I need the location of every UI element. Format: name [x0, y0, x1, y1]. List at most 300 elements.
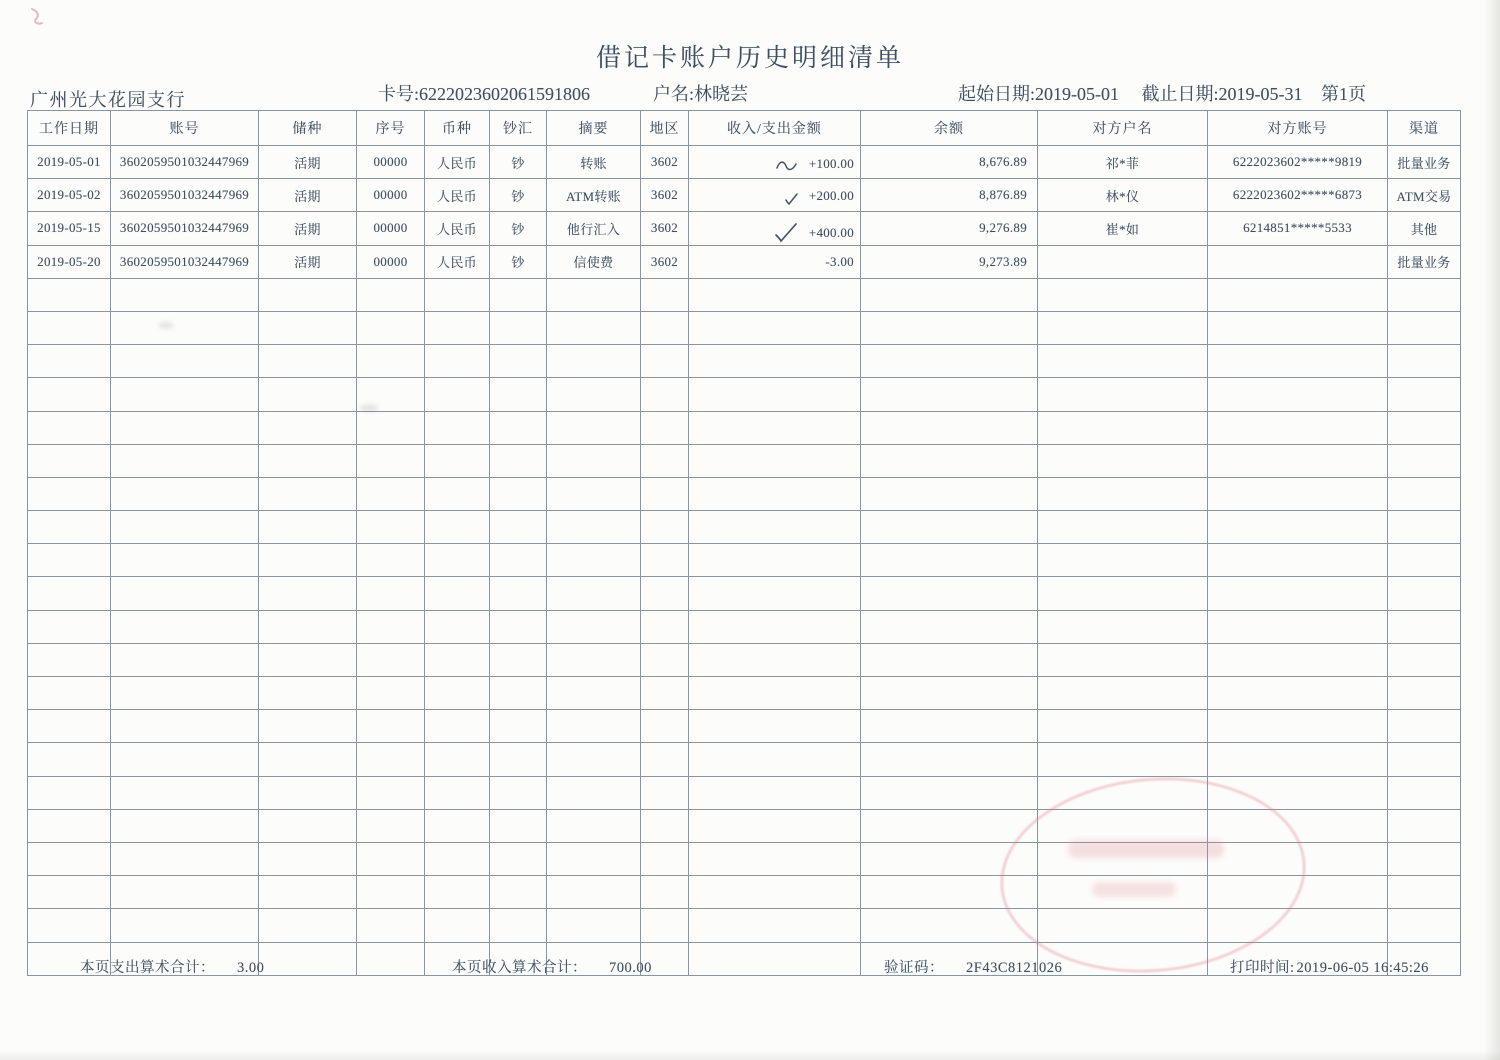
- table-cell: [1208, 444, 1388, 477]
- cell-text: 00000: [373, 154, 408, 170]
- cell-text: 活期: [294, 155, 321, 171]
- empty-table-row: [28, 577, 1461, 610]
- card-number-value: 6222023602061591806: [419, 84, 591, 104]
- cell-text: 00000: [373, 187, 408, 203]
- column-header-balance: 余额: [861, 111, 1038, 146]
- cell-text: 3602: [650, 220, 679, 236]
- table-cell: [28, 544, 111, 577]
- verification-code-value: 2F43C8121026: [966, 960, 1063, 976]
- date-range-line: [958, 80, 1366, 106]
- cell-text: 批量业务: [1397, 255, 1451, 271]
- table-cell: [547, 146, 641, 179]
- column-header-deposit-type: 储种: [259, 111, 357, 146]
- cell-text: 人民币: [437, 155, 477, 171]
- scan-smudge: [158, 322, 174, 329]
- table-cell: [641, 345, 689, 378]
- table-cell: [28, 179, 111, 212]
- table-cell: [490, 511, 547, 544]
- table-cell: [490, 677, 547, 710]
- table-cell: [490, 179, 547, 212]
- cell-text: 钞: [511, 188, 525, 204]
- table-cell: [111, 245, 259, 278]
- table-cell: [689, 710, 861, 743]
- table-cell: [1208, 212, 1388, 245]
- table-cell: [861, 710, 1038, 743]
- table-cell: [1388, 842, 1461, 875]
- print-time-label: 打印时间:: [1230, 960, 1295, 976]
- cell-text: 活期: [294, 188, 321, 204]
- table-cell: [259, 245, 357, 278]
- table-cell: [547, 842, 641, 875]
- table-cell: [357, 245, 425, 278]
- table-cell: [1388, 311, 1461, 344]
- income-total-line: [452, 956, 652, 977]
- column-header-counterparty-name: 对方户名: [1038, 111, 1208, 146]
- cell-text: 8,676.89: [979, 154, 1027, 170]
- table-cell: [1038, 345, 1208, 378]
- table-cell: [28, 809, 111, 842]
- table-cell: [861, 444, 1038, 477]
- table-cell: [861, 477, 1038, 510]
- empty-table-row: [28, 311, 1461, 344]
- table-cell: [689, 278, 861, 311]
- table-cell: [28, 212, 111, 245]
- table-cell: [1388, 411, 1461, 444]
- table-cell: [641, 677, 689, 710]
- table-cell: [28, 477, 111, 510]
- table-cell: [641, 743, 689, 776]
- table-cell: [357, 610, 425, 643]
- table-cell: [1038, 511, 1208, 544]
- table-cell: [1208, 146, 1388, 179]
- table-cell: [547, 444, 641, 477]
- table-cell: [689, 444, 861, 477]
- empty-table-row: [28, 278, 1461, 311]
- table-cell: [1388, 710, 1461, 743]
- table-cell: [1038, 643, 1208, 676]
- table-cell: [111, 577, 259, 610]
- table-cell: [490, 544, 547, 577]
- table-cell: [689, 179, 861, 212]
- table-cell: [1388, 212, 1461, 245]
- verification-code-label: 验证码：: [884, 960, 944, 976]
- table-cell: [425, 146, 490, 179]
- table-cell: [259, 677, 357, 710]
- table-cell: [490, 909, 547, 942]
- document-title: 借记卡账户历史明细清单: [595, 45, 904, 72]
- page-number: 第1页: [1321, 84, 1367, 104]
- table-cell: [425, 876, 490, 909]
- table-cell: [111, 345, 259, 378]
- table-cell: [547, 743, 641, 776]
- account-name-value: 林晓芸: [694, 84, 749, 104]
- table-cell: [259, 511, 357, 544]
- table-cell: [111, 212, 259, 245]
- table-cell: [259, 643, 357, 676]
- table-cell: [1038, 444, 1208, 477]
- table-cell: [641, 411, 689, 444]
- table-cell: [861, 411, 1038, 444]
- income-total-value: 700.00: [609, 960, 652, 976]
- table-cell: [1208, 311, 1388, 344]
- table-cell: [641, 809, 689, 842]
- empty-table-row: [28, 643, 1461, 676]
- table-cell: [259, 743, 357, 776]
- table-cell: [1388, 809, 1461, 842]
- table-cell: [547, 809, 641, 842]
- table-cell: [425, 411, 490, 444]
- table-cell: [111, 477, 259, 510]
- pen-mark-squiggle: [775, 158, 799, 178]
- table-cell: [1038, 212, 1208, 245]
- table-cell: [425, 577, 490, 610]
- cell-text: +100.00: [808, 156, 854, 172]
- table-header-row: [28, 111, 1461, 146]
- table-cell: [425, 610, 490, 643]
- empty-table-row: [28, 610, 1461, 643]
- table-cell: [425, 677, 490, 710]
- table-cell: [689, 477, 861, 510]
- table-cell: [861, 743, 1038, 776]
- table-cell: [689, 677, 861, 710]
- table-cell: [259, 544, 357, 577]
- cell-text: 批量业务: [1397, 155, 1451, 171]
- table-cell: [259, 842, 357, 875]
- table-cell: [1038, 378, 1208, 411]
- table-cell: [111, 179, 259, 212]
- table-cell: [28, 677, 111, 710]
- table-cell: [641, 842, 689, 875]
- table-cell: [1208, 710, 1388, 743]
- table-cell: [1038, 577, 1208, 610]
- table-cell: [357, 278, 425, 311]
- cell-text: 2019-05-20: [37, 253, 101, 269]
- table-cell: [861, 345, 1038, 378]
- table-cell: [1208, 278, 1388, 311]
- table-cell: [547, 876, 641, 909]
- table-cell: [1388, 511, 1461, 544]
- table-cell: [861, 776, 1038, 809]
- table-cell: [861, 511, 1038, 544]
- cell-text: 活期: [294, 221, 321, 237]
- table-cell: [259, 146, 357, 179]
- table-cell: [1208, 544, 1388, 577]
- table-cell: [1388, 278, 1461, 311]
- table-cell: [259, 610, 357, 643]
- table-cell: [547, 544, 641, 577]
- table-cell: [425, 378, 490, 411]
- table-cell: [490, 311, 547, 344]
- table-cell: [641, 477, 689, 510]
- table-cell: [111, 909, 259, 942]
- table-cell: [547, 909, 641, 942]
- column-header-account-no: 账号: [111, 111, 259, 146]
- table-cell: [641, 278, 689, 311]
- table-cell: [111, 842, 259, 875]
- table-cell: [1388, 577, 1461, 610]
- table-cell: [547, 477, 641, 510]
- table-cell: [547, 677, 641, 710]
- account-name-label: 户名:: [653, 84, 695, 104]
- table-cell: [1388, 876, 1461, 909]
- red-stamp-text-smudge: [1068, 840, 1224, 858]
- table-cell: [689, 776, 861, 809]
- end-date-label: 截止日期:: [1141, 84, 1219, 104]
- table-cell: [861, 378, 1038, 411]
- table-cell: [861, 146, 1038, 179]
- table-cell: [357, 677, 425, 710]
- table-cell: [689, 643, 861, 676]
- table-cell: [490, 577, 547, 610]
- table-cell: [425, 212, 490, 245]
- table-cell: [1038, 710, 1208, 743]
- table-cell: [689, 842, 861, 875]
- table-cell: [28, 511, 111, 544]
- table-cell: [689, 544, 861, 577]
- table-cell: [1208, 577, 1388, 610]
- table-cell: [259, 776, 357, 809]
- table-cell: [111, 876, 259, 909]
- table-cell: [111, 544, 259, 577]
- pen-mark-check: [784, 192, 799, 210]
- table-cell: [861, 278, 1038, 311]
- table-cell: [425, 278, 490, 311]
- column-header-channel: 渠道: [1388, 111, 1461, 146]
- table-cell: [689, 245, 861, 278]
- table-cell: [111, 743, 259, 776]
- table-cell: [1038, 278, 1208, 311]
- table-cell: [1208, 610, 1388, 643]
- table-cell: [641, 876, 689, 909]
- table-cell: [357, 544, 425, 577]
- table-cell: [259, 212, 357, 245]
- table-cell: [259, 278, 357, 311]
- cell-text: 信使费: [573, 255, 614, 271]
- table-cell: [425, 511, 490, 544]
- table-cell: [259, 311, 357, 344]
- table-cell: [259, 809, 357, 842]
- table-cell: [1388, 378, 1461, 411]
- table-cell: [425, 710, 490, 743]
- cell-text: 3602: [650, 154, 679, 170]
- table-cell: [357, 842, 425, 875]
- table-cell: [357, 776, 425, 809]
- table-cell: [259, 710, 357, 743]
- scan-smudge: [360, 404, 378, 412]
- cell-text: 00000: [373, 220, 408, 236]
- table-cell: [425, 311, 490, 344]
- table-cell: [111, 511, 259, 544]
- table-cell: [861, 245, 1038, 278]
- table-cell: [425, 743, 490, 776]
- table-cell: [357, 444, 425, 477]
- table-cell: [357, 643, 425, 676]
- table-cell: [861, 212, 1038, 245]
- table-cell: [1038, 544, 1208, 577]
- table-cell: [547, 610, 641, 643]
- table-cell: [28, 311, 111, 344]
- table-cell: [689, 411, 861, 444]
- table-cell: [1388, 610, 1461, 643]
- table-cell: [641, 146, 689, 179]
- table-cell: [111, 444, 259, 477]
- table-cell: [357, 710, 425, 743]
- table-cell: [547, 278, 641, 311]
- table-cell: [259, 378, 357, 411]
- table-cell: [357, 909, 425, 942]
- table-cell: [689, 378, 861, 411]
- table-cell: [641, 544, 689, 577]
- cell-text: 6222023602*****6873: [1232, 187, 1363, 203]
- table-cell: [1208, 411, 1388, 444]
- table-cell: [1388, 677, 1461, 710]
- table-cell: [111, 677, 259, 710]
- table-cell: [259, 444, 357, 477]
- table-cell: [689, 212, 861, 245]
- cell-text: 崔*如: [1105, 221, 1140, 237]
- table-cell: [1038, 245, 1208, 278]
- table-cell: [490, 809, 547, 842]
- table-cell: [861, 577, 1038, 610]
- table-cell: [425, 842, 490, 875]
- print-time-value: 2019-06-05 16:45:26: [1296, 960, 1429, 976]
- cell-text: 人民币: [437, 221, 477, 237]
- verification-code-line: [884, 956, 1062, 977]
- table-cell: [111, 710, 259, 743]
- table-cell: [1038, 743, 1208, 776]
- table-cell: [1388, 909, 1461, 942]
- column-header-work-date: 工作日期: [28, 111, 111, 146]
- table-cell: [425, 444, 490, 477]
- table-cell: [689, 909, 861, 942]
- table-cell: [111, 146, 259, 179]
- cell-text: 钞: [511, 221, 525, 237]
- print-time-line: [1230, 956, 1429, 977]
- table-cell: [111, 610, 259, 643]
- cell-text: 2019-05-01: [37, 154, 101, 170]
- cell-text: 活期: [294, 255, 321, 271]
- column-header-region: 地区: [641, 111, 689, 146]
- table-cell: [425, 345, 490, 378]
- table-cell: [1388, 743, 1461, 776]
- table-cell: [490, 776, 547, 809]
- column-header-currency: 币种: [425, 111, 490, 146]
- table-cell: [490, 477, 547, 510]
- table-cell: [490, 643, 547, 676]
- cell-text: 3602: [650, 187, 679, 203]
- table-cell: [641, 378, 689, 411]
- table-cell: [490, 245, 547, 278]
- start-date-label: 起始日期:: [958, 84, 1036, 104]
- cell-text: ATM转账: [566, 188, 621, 204]
- card-number-line: [378, 80, 590, 106]
- table-cell: [357, 511, 425, 544]
- table-cell: [861, 179, 1038, 212]
- table-cell: [1208, 477, 1388, 510]
- table-cell: [28, 577, 111, 610]
- table-cell: [689, 942, 861, 975]
- table-cell: [641, 245, 689, 278]
- column-header-summary: 摘要: [547, 111, 641, 146]
- table-cell: [259, 411, 357, 444]
- table-cell: [547, 245, 641, 278]
- table-cell: [425, 245, 490, 278]
- cell-text: 人民币: [437, 255, 477, 271]
- table-cell: [111, 311, 259, 344]
- table-cell: [641, 444, 689, 477]
- table-cell: [1208, 677, 1388, 710]
- empty-table-row: [28, 444, 1461, 477]
- table-cell: [357, 942, 425, 975]
- table-cell: [490, 411, 547, 444]
- red-corner-mark: [28, 6, 46, 28]
- table-cell: [490, 444, 547, 477]
- table-cell: [259, 577, 357, 610]
- table-cell: [357, 809, 425, 842]
- table-cell: [1208, 643, 1388, 676]
- table-cell: [641, 776, 689, 809]
- table-cell: [357, 212, 425, 245]
- table-cell: [547, 311, 641, 344]
- table-cell: [28, 444, 111, 477]
- empty-table-row: [28, 345, 1461, 378]
- table-cell: [861, 544, 1038, 577]
- table-cell: [357, 179, 425, 212]
- table-cell: [425, 809, 490, 842]
- table-cell: [28, 743, 111, 776]
- table-cell: [425, 544, 490, 577]
- table-cell: [641, 179, 689, 212]
- cell-text: 他行汇入: [566, 221, 621, 237]
- table-cell: [28, 909, 111, 942]
- card-number-label: 卡号:: [378, 84, 420, 104]
- table-cell: [28, 643, 111, 676]
- cell-text: 2019-05-15: [37, 220, 101, 236]
- cell-text: +200.00: [808, 188, 854, 204]
- table-cell: [547, 378, 641, 411]
- empty-table-row: [28, 511, 1461, 544]
- table-cell: [641, 643, 689, 676]
- column-header-counterparty-account: 对方账号: [1208, 111, 1388, 146]
- table-cell: [111, 809, 259, 842]
- table-cell: [641, 511, 689, 544]
- table-cell: [547, 179, 641, 212]
- empty-table-row: [28, 743, 1461, 776]
- table-cell: [28, 245, 111, 278]
- table-cell: [1208, 345, 1388, 378]
- empty-table-row: [28, 710, 1461, 743]
- branch-name: 广州光大花园支行: [30, 90, 186, 110]
- table-cell: [547, 643, 641, 676]
- table-cell: [111, 411, 259, 444]
- cell-text: 转账: [580, 155, 607, 171]
- table-cell: [357, 146, 425, 179]
- table-cell: [1208, 179, 1388, 212]
- table-cell: [425, 477, 490, 510]
- cell-text: 3602: [650, 253, 679, 269]
- table-cell: [28, 876, 111, 909]
- table-row: [28, 146, 1461, 179]
- cell-text: 9,273.89: [979, 253, 1027, 269]
- table-cell: [1388, 345, 1461, 378]
- cell-text: 9,276.89: [979, 220, 1027, 236]
- scan-edge-shadow: [0, 1050, 1500, 1060]
- table-cell: [689, 511, 861, 544]
- table-cell: [259, 909, 357, 942]
- cell-text: 6222023602*****9819: [1232, 154, 1363, 170]
- table-cell: [357, 345, 425, 378]
- table-cell: [425, 643, 490, 676]
